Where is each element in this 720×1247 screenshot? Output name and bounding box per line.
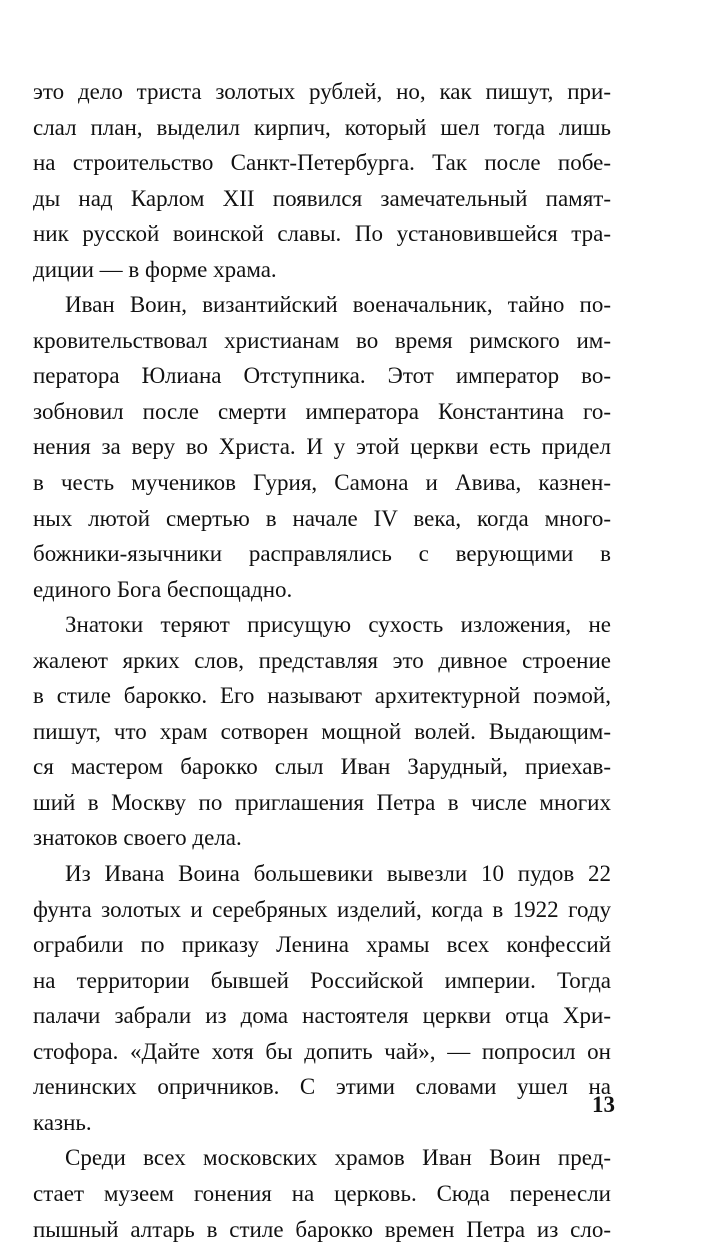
text-line: ограбили по приказу Ленина храмы всех конфессий [33, 927, 611, 963]
text-line: стофора. «Дайте хотя бы допить чай», — попросил он [33, 1034, 611, 1070]
text-line: единого Бога беспощадно. [33, 572, 611, 608]
text-line: пышный алтарь в стиле барокко времен Петра из сло- [33, 1212, 611, 1247]
text-line: фунта золотых и серебряных изделий, когда в 1922 году [33, 892, 611, 928]
text-line: ник русской воинской славы. По установившейся тра- [33, 216, 611, 252]
text-line: кровительствовал христианам во время римского им- [33, 323, 611, 359]
text-line: палачи забрали из дома настоятеля церкви отца Хри- [33, 998, 611, 1034]
text-line: ных лютой смертью в начале IV века, когда много- [33, 501, 611, 537]
text-line: это дело триста золотых рублей, но, как пишут, при- [33, 74, 611, 110]
page-number: 13 [585, 1092, 615, 1118]
text-line: в честь мучеников Гурия, Самона и Авива, казнен- [33, 465, 611, 501]
text-line: Иван Воин, византийский военачальник, тайно по- [33, 287, 611, 323]
text-line: ператора Юлиана Отступника. Этот император во- [33, 358, 611, 394]
text-line: стает музеем гонения на церковь. Сюда перенесли [33, 1176, 611, 1212]
text-line: нения за веру во Христа. И у этой церкви есть придел [33, 429, 611, 465]
text-line: зобновил после смерти императора Константина го- [33, 394, 611, 430]
text-line: Из Ивана Воина большевики вывезли 10 пудов 22 [33, 856, 611, 892]
text-line: слал план, выделил кирпич, который шел тогда лишь [33, 110, 611, 146]
text-line: казнь. [33, 1105, 611, 1141]
text-line: на строительство Санкт-Петербурга. Так после побе- [33, 145, 611, 181]
text-line: жалеют ярких слов, представляя это дивное строение [33, 643, 611, 679]
text-line: пишут, что храм сотворен мощной волей. Выдающим- [33, 714, 611, 750]
body-text [33, 74, 611, 1247]
text-line: диции — в форме храма. [33, 252, 611, 288]
text-line: Знатоки теряют присущую сухость изложения, не [33, 607, 611, 643]
text-line: ленинских опричников. С этими словами ушел на [33, 1069, 611, 1105]
text-line: ды над Карлом XII появился замечательный памят- [33, 181, 611, 217]
text-line: Среди всех московских храмов Иван Воин пред- [33, 1140, 611, 1176]
text-line: в стиле барокко. Его называют архитектурной поэмой, [33, 678, 611, 714]
text-line: божники-язычники расправлялись с верующими в [33, 536, 611, 572]
text-line: знатоков своего дела. [33, 820, 611, 856]
text-line: на территории бывшей Российской империи. Тогда [33, 963, 611, 999]
text-line: ся мастером барокко слыл Иван Зарудный, приехав- [33, 749, 611, 785]
text-line: ший в Москву по приглашения Петра в числе многих [33, 785, 611, 821]
